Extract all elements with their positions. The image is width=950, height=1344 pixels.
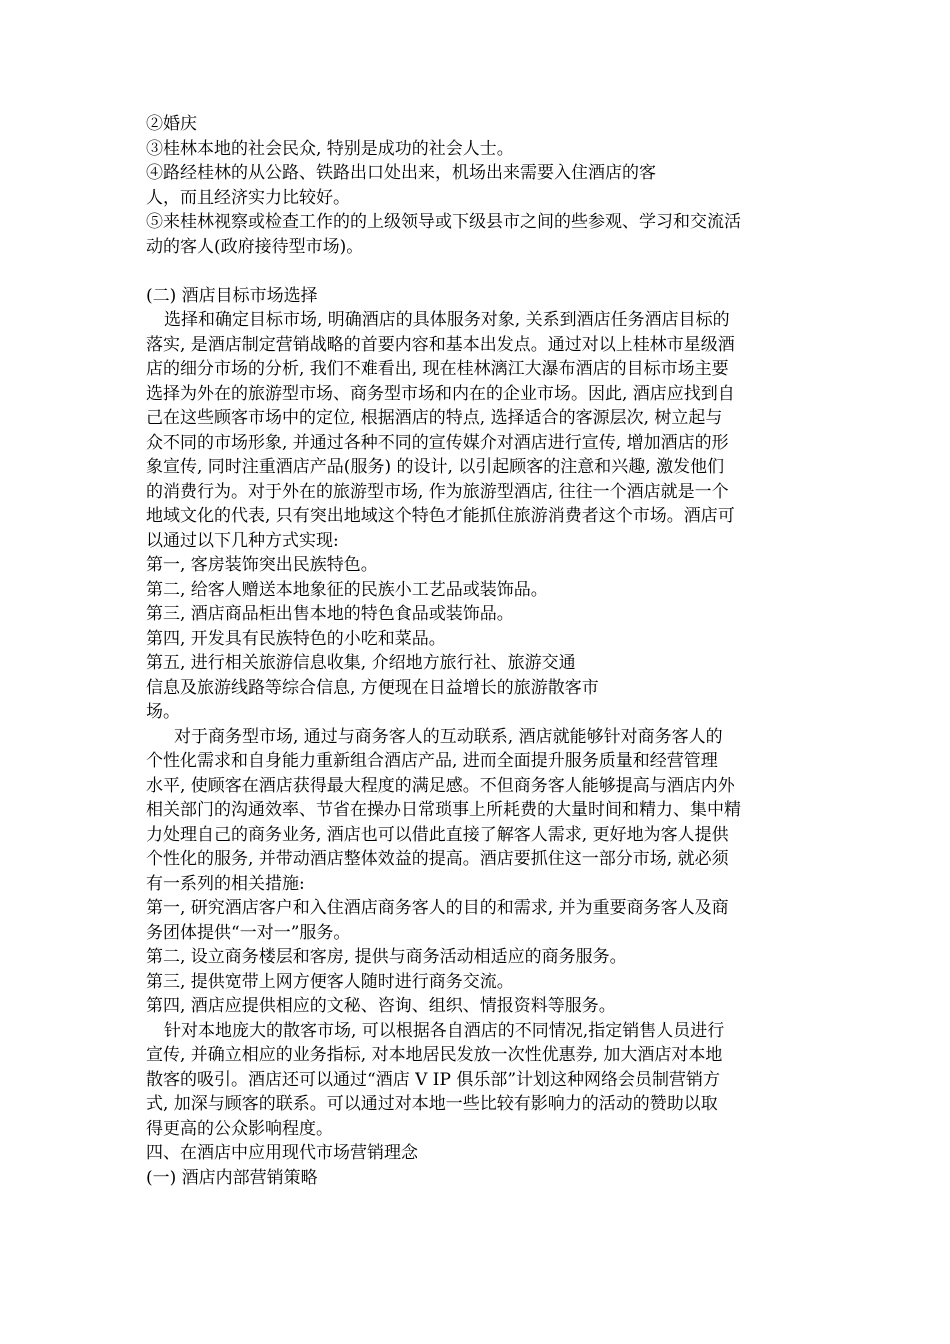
list-item: 务团体提供“一对一”服务。 (146, 922, 351, 943)
paragraph-line: 得更高的公众影响程度。 (146, 1118, 333, 1139)
list-item: 第三, 酒店商品柜出售本地的特色食品或装饰品。 (146, 604, 514, 624)
list-item: 第三, 提供宽带上网方便客人随时进行商务交流。 (146, 971, 514, 992)
paragraph-line: 以通过以下几种方式实现: (146, 530, 339, 551)
list-item: 第四, 酒店应提供相应的文秘、咨询、组织、情报资料等服务。 (146, 996, 616, 1016)
paragraph-line: 选择为外在的旅游型市场、商务型市场和内在的企业市场。因此, 酒店应找到自 (146, 383, 735, 404)
list-item-local-public: ③桂林本地的社会民众, 特别是成功的社会人士。 (146, 138, 514, 159)
paragraph-line: 有一系列的相关措施: (146, 873, 305, 894)
paragraph-line: 水平, 使顾客在酒店获得最大程度的满足感。不但商务客人能够提高与酒店内外 (146, 775, 735, 796)
list-item: 信息及旅游线路等综合信息, 方便现在日益增长的旅游散客市 (146, 677, 599, 698)
paragraph-line: 选择和确定目标市场, 明确酒店的具体服务对象, 关系到酒店任务酒店目标的 (164, 310, 730, 330)
paragraph-line: 象宣传, 同时注重酒店产品(服务) 的设计, 以引起顾客的注意和兴趣, 激发他们 (146, 457, 725, 477)
list-item: 第四, 开发具有民族特色的小吃和菜品。 (146, 628, 446, 649)
section-heading-target-market: (二) 酒店目标市场选择 (146, 285, 318, 306)
list-item: 第二, 设立商务楼层和客房, 提供与商务活动相适应的商务服务。 (146, 947, 627, 967)
list-item: 第五, 进行相关旅游信息收集, 介绍地方旅行社、旅游交通 (146, 653, 576, 673)
list-item-government-cont: 动的客人(政府接待型市场)。 (146, 236, 364, 257)
list-item: 第一, 研究酒店客户和入住酒店商务客人的目的和需求, 并为重要商务客人及商 (146, 898, 729, 918)
paragraph-line: 个性化的服务, 并带动酒店整体效益的提高。酒店要抓住这一部分市场, 就必须 (146, 849, 729, 869)
list-item: 第一, 客房装饰突出民族特色。 (146, 555, 378, 575)
list-item-transit-guests: ④路经桂林的从公路、铁路出口处出来，机场出来需要入住酒店的客 (146, 163, 656, 183)
list-item: 场。 (146, 702, 180, 722)
section-heading-modern-marketing: 四、在酒店中应用现代市场营销理念 (146, 1143, 418, 1163)
paragraph-line: 落实, 是酒店制定营销战略的首要内容和基本出发点。通过对以上桂林市星级酒 (146, 334, 735, 355)
paragraph-line: 众不同的市场形象, 并通过各种不同的宣传媒介对酒店进行宣传, 增加酒店的形 (146, 432, 729, 453)
paragraph-line: 店的细分市场的分析, 我们不难看出, 现在桂林漓江大瀑布酒店的目标市场主要 (146, 359, 729, 379)
document-body (146, 112, 816, 1190)
section-heading-internal-marketing: (一) 酒店内部营销策略 (146, 1167, 318, 1188)
paragraph-line: 相关部门的沟通效率、节省在操办日常琐事上所耗费的大量时间和精力、集中精 (146, 800, 741, 820)
list-item-government: ⑤来桂林视察或检查工作的的上级领导或下级县市之间的些参观、学习和交流活 (146, 212, 741, 232)
paragraph-line: 散客的吸引。酒店还可以通过“酒店 V IP 俱乐部”计划这种网络会员制营销方 (146, 1069, 721, 1090)
paragraph-line: 的消费行为。对于外在的旅游型市场, 作为旅游型酒店, 往往一个酒店就是一个 (146, 481, 729, 502)
paragraph-line: 宣传, 并确立相应的业务指标, 对本地居民发放一次性优惠券, 加大酒店对本地 (146, 1045, 723, 1065)
list-item: 第二, 给客人赠送本地象征的民族小工艺品或装饰品。 (146, 579, 548, 600)
paragraph-line: 式, 加深与顾客的联系。可以通过对本地一些比较有影响力的活动的赞助以取 (146, 1094, 718, 1114)
paragraph-line: 对于商务型市场, 通过与商务客人的互动联系, 酒店就能够针对商务客人的 (174, 726, 723, 747)
list-item-wedding: ②婚庆 (146, 114, 197, 134)
paragraph-line: 个性化需求和自身能力重新组合酒店产品, 进而全面提升服务质量和经营管理 (146, 751, 718, 771)
paragraph-line: 地域文化的代表, 只有突出地域这个特色才能抓住旅游消费者这个市场。酒店可 (146, 506, 735, 526)
blank-line (146, 259, 816, 284)
list-item-transit-guests-cont: 人，而且经济实力比较好。 (146, 187, 350, 208)
paragraph-line: 针对本地庞大的散客市场, 可以根据各自酒店的不同情况,指定销售人员进行 (164, 1020, 725, 1041)
paragraph-line: 力处理自己的商务业务, 酒店也可以借此直接了解客人需求, 更好地为客人提供 (146, 824, 729, 845)
paragraph-line: 己在这些顾客市场中的定位, 根据酒店的特点, 选择适合的客源层次, 树立起与 (146, 408, 723, 428)
